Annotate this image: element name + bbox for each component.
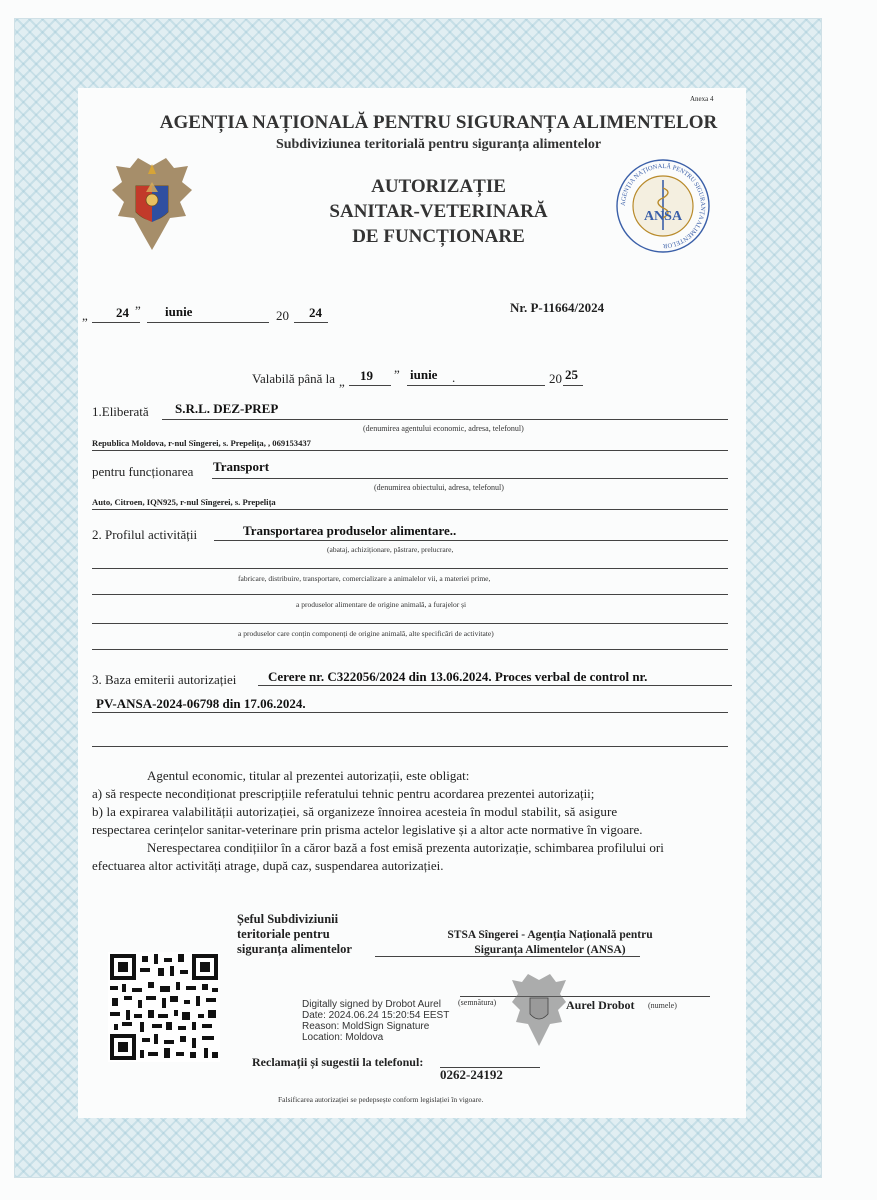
activity-hint-1: (abataj, achiziționare, păstrare, prelucrare, bbox=[327, 545, 454, 554]
signatory-organization bbox=[400, 928, 700, 958]
validity-close-quote: ” bbox=[394, 367, 400, 382]
ansa-seal-icon bbox=[608, 158, 718, 254]
document-number: Nr. P-11664/2024 bbox=[510, 300, 605, 315]
operation-details: Auto, Citroen, IQN925, r-nul Sîngerei, s. Prepelița bbox=[92, 497, 276, 507]
activity-profile-value: Transportarea produselor alimentare.. bbox=[243, 523, 457, 538]
activity-hint-3: a produselor alimentare de origine animală, a furajelor și bbox=[296, 600, 467, 609]
issue-year-suffix: 24 bbox=[309, 305, 322, 320]
role-line-1: Șeful Subdiviziunii bbox=[237, 912, 339, 926]
title-line-2: SANITAR-VETERINARĂ bbox=[329, 201, 548, 222]
issue-day: 24 bbox=[116, 305, 129, 320]
role-line-2: teritoriale pentru bbox=[237, 927, 330, 941]
signature-coat-of-arms-icon bbox=[510, 972, 568, 1048]
validity-open-quote: „ bbox=[339, 374, 345, 389]
issue-month: iunie bbox=[165, 304, 193, 319]
obligation-b-line-1: b) la expirarea valabilității autorizației, să organizeze înnoirea acesteia în modul stabilit, să asigure bbox=[92, 804, 618, 819]
issued-label: 1.Eliberată bbox=[92, 404, 149, 419]
org-line-1: STSA Sîngerei - Agenția Națională pentru bbox=[447, 929, 653, 941]
digital-signed-by: Digitally signed by Drobot Aurel bbox=[302, 999, 441, 1010]
agency-title: AGENȚIA NAȚIONALĂ PENTRU SIGURANȚA ALIMENTELOR bbox=[159, 112, 718, 133]
complaints-label: Reclamații și sugestii la telefonul: bbox=[252, 1055, 424, 1069]
operation-object: Transport bbox=[213, 459, 270, 474]
signatory-role bbox=[237, 912, 352, 957]
qr-code-icon bbox=[108, 952, 220, 1062]
seal-initials: ANSA bbox=[643, 209, 683, 224]
operation-label: pentru funcționarea bbox=[92, 464, 194, 479]
issued-hint: (denumirea agentului economic, adresa, telefonul) bbox=[363, 424, 524, 433]
obligation-b-line-2: respectarea cerințelor sanitar-veterinare prin prisma actelor legislative și a altor acte normative în vigoare. bbox=[92, 822, 643, 837]
annex-label: Anexa 4 bbox=[690, 95, 714, 103]
org-line-2: Siguranța Alimentelor (ANSA) bbox=[474, 944, 626, 956]
complaints-phone: 0262-24192 bbox=[440, 1067, 503, 1082]
issued-address: Republica Moldova, r-nul Sîngerei, s. Prepelița, , 069153437 bbox=[92, 438, 311, 448]
activity-profile-label: 2. Profilul activității bbox=[92, 527, 198, 542]
validity-year-prefix: 20 bbox=[549, 371, 562, 386]
title-line-3: DE FUNCȚIONARE bbox=[352, 226, 525, 247]
forgery-warning: Falsificarea autorizației se pedepsește conform legislației în vigoare. bbox=[278, 1095, 484, 1104]
activity-hint-4: a produselor care conțin componenți de origine animală, alte specificări de activitate) bbox=[238, 629, 494, 638]
non-compliance-line-2: efectuarea altor activități atrage, după caz, suspendarea autorizației. bbox=[92, 858, 444, 873]
basis-value-line-2: PV-ANSA-2024-06798 din 17.06.2024. bbox=[96, 696, 306, 711]
operation-hint: (denumirea obiectului, adresa, telefonul) bbox=[374, 483, 504, 492]
signatory-name: Aurel Drobot bbox=[566, 998, 635, 1012]
validity-label: Valabilă până la bbox=[252, 371, 336, 386]
obligation-intro: Agentul economic, titular al prezentei autorizații, este obligat: bbox=[147, 768, 470, 783]
obligation-a: a) să respecte necondiționat prescripțiile referatului tehnic pentru acordarea prezentei autorizații; bbox=[92, 786, 595, 801]
issue-year-prefix: 20 bbox=[276, 308, 289, 323]
seal-ring-path: AGENȚIA NAȚIONALĂ PENTRU SIGURANȚA ALIMENTELOR bbox=[619, 162, 707, 250]
validity-year-suffix: 25 bbox=[565, 367, 578, 382]
digital-signature-info bbox=[302, 999, 449, 1043]
name-hint: (numele) bbox=[648, 1001, 677, 1010]
activity-hint-2: fabricare, distribuire, transportare, comercializare a animalelor vii, a materiei prime, bbox=[238, 574, 491, 583]
title-line-1: AUTORIZAȚIE bbox=[371, 176, 506, 197]
document-title bbox=[0, 174, 877, 249]
digital-reason: Reason: MoldSign Signature bbox=[302, 1021, 430, 1032]
basis-label: 3. Baza emiterii autorizației bbox=[92, 672, 237, 687]
validity-dot: . bbox=[452, 370, 456, 385]
issue-close-quote: ” bbox=[135, 303, 141, 318]
signature-hint: (semnătura) bbox=[458, 998, 497, 1007]
issue-open-quote: „ bbox=[82, 308, 88, 323]
role-line-3: siguranța alimentelor bbox=[237, 942, 352, 956]
validity-day: 19 bbox=[360, 368, 373, 383]
validity-month: iunie bbox=[410, 367, 438, 382]
agency-subtitle: Subdiviziunea teritorială pentru siguranța alimentelor bbox=[275, 137, 602, 152]
digital-date: Date: 2024.06.24 15:20:54 EEST bbox=[302, 1010, 450, 1021]
basis-value-line-1: Cerere nr. C322056/2024 din 13.06.2024. Proces verbal de control nr. bbox=[268, 669, 648, 684]
non-compliance-line-1: Nerespectarea condițiilor în a căror bază a fost emisă prezenta autorizație, schimbarea profilului ori bbox=[147, 840, 664, 855]
issued-to-company: S.R.L. DEZ-PREP bbox=[175, 401, 279, 416]
digital-location: Location: Moldova bbox=[302, 1032, 384, 1043]
